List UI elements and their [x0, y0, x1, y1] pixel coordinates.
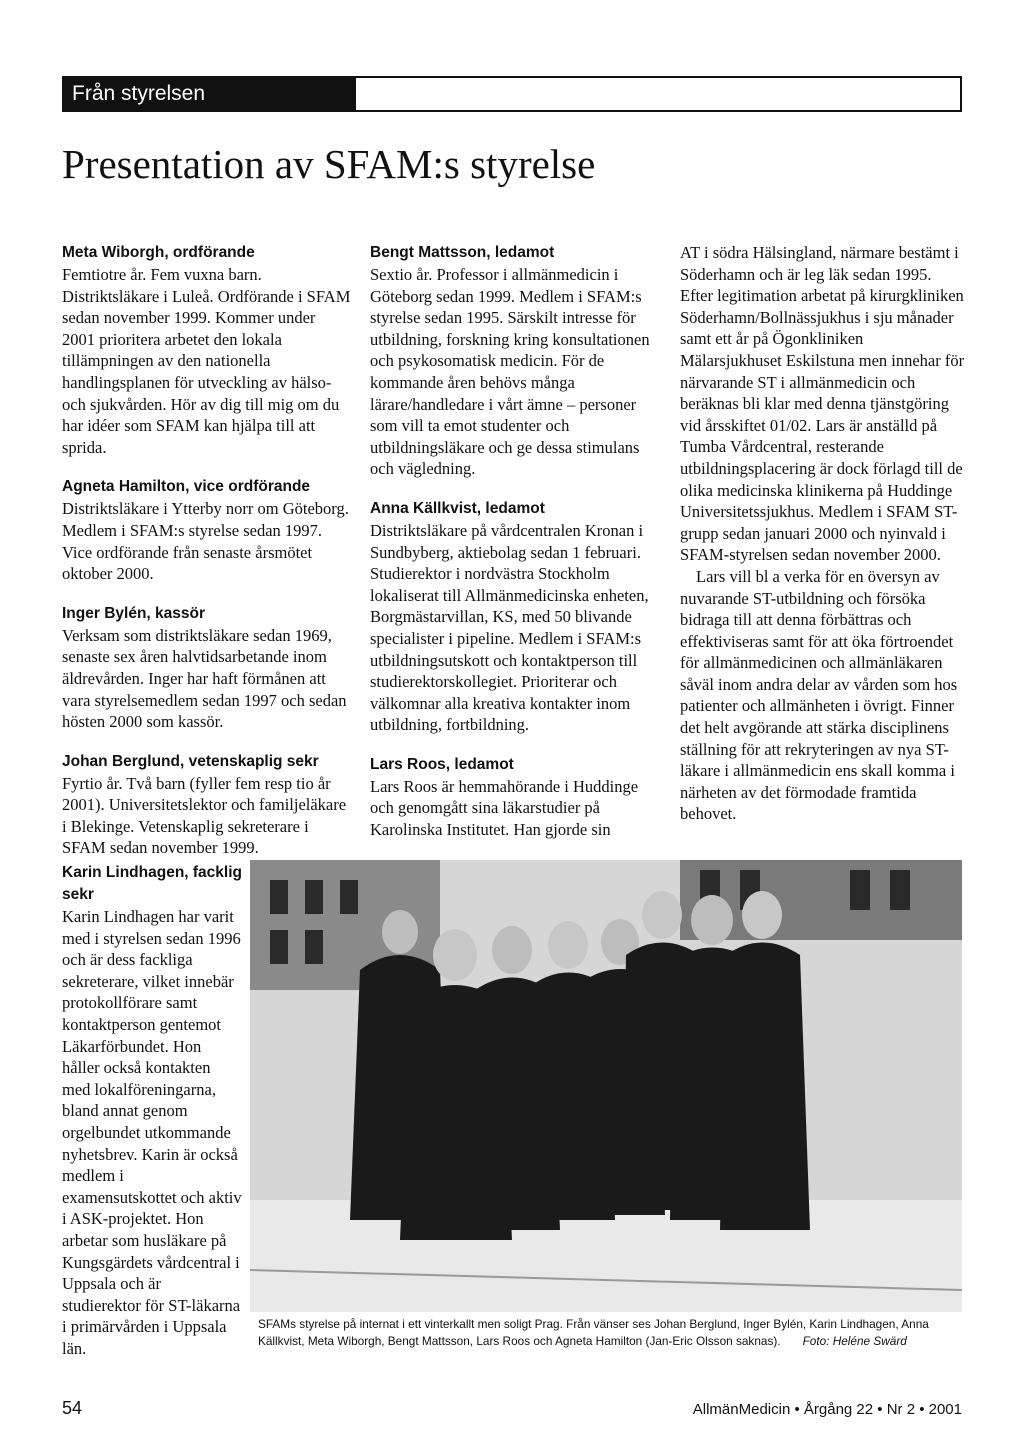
member-lars-roos	[370, 754, 665, 841]
lars-roos-continuation	[680, 242, 965, 825]
member-karin-lindhagen	[62, 862, 242, 1359]
continuation-paragraph: AT i södra Hälsingland, närmare bestämt i Söderhamn och är leg läk sedan 1995. Efter legitimation arbetat på kirurgkliniken Söderhamn/Bollnässjukhus i sju månader samt ett år på Ögonkliniken Mälarsjukhuset Eskilstuna men innehar för närvarande ST i allmänmedicin och beräknas bli klar med denna tjänstgöring vid årsskiftet 01/02. Lars är anställd på Tumba Vårdcentral, resterande utbildningsplacering är dock förlagd till de olika medicinska klinikerna på Huddinge Universitetssjukhus. Medlem i SFAM ST-grupp sedan januari 2000 och nyinvald i SFAM-styrelsen sedan november 2000.	[680, 243, 965, 565]
member-text: Sextio år. Professor i allmänmedicin i Göteborg sedan 1999. Medlem i SFAM:s styrelse sedan 1995. Särskilt intresse för utbildning, forskning kring konsultationen och psykosomatisk medicin. För de kommande åren behövs många lärare/handledare i vårt ämne – personer som vill ta emot studenter och utbildningsläkare och ge dessa stimulans och vägledning.	[370, 265, 650, 479]
member-text: Distriktsläkare i Ytterby norr om Göteborg. Medlem i SFAM:s styrelse sedan 1997. Vice ordförande från senaste årsmötet oktober 2000.	[62, 499, 349, 584]
member-text: Verksam som distriktsläkare sedan 1969, senaste sex åren halvtidsarbetande inom äldrevården. Inger har haft förmånen att vara styrelsemedlem sedan 1997 och sedan hösten 2000 som kassör.	[62, 625, 347, 732]
member-text: Distriktsläkare på vårdcentralen Kronan i Sundbyberg, aktiebolag sedan 1 februari. Studierektor i nordvästra Stockholm lokaliserat till Allmänmedicinska enheten, Borgmästarvillan, KS, med 50 blivande specialister i pipeline. Medlem i SFAM:s utbildningsutskott och kontaktperson till studierektorskollegiet. Prioriterar och välkomnar alla kreativa kontakter inom utbildning, fortbildning.	[370, 520, 649, 735]
member-text: Lars Roos är hemmahörande i Huddinge och genomgått sina läkarstudier på Karolinska Institutet. Han gjorde sin	[370, 776, 639, 840]
column-3	[680, 242, 965, 843]
member-heading: Anna Källkvist, ledamot	[370, 499, 545, 517]
member-agneta-hamilton	[62, 476, 352, 584]
member-text: Femtiotre år. Fem vuxna barn. Distriktsläkare i Luleå. Ordförande i SFAM sedan november 1999. Kommer under 2001 prioritera arbetet den lokala tillämpningen av den nationella handlingsplanen för utveckling av hälso- och sjukvården. Hör av dig till mig om du har idéer som SFAM kan hjälpa till att sprida.	[62, 265, 351, 457]
photo-caption	[258, 1316, 963, 1350]
member-heading: Agneta Hamilton, vice ordförande	[62, 478, 311, 496]
member-heading: Meta Wiborgh, ordförande	[62, 244, 255, 261]
section-label: Från styrelsen	[64, 78, 356, 110]
caption-text: SFAMs styrelse på internat i ett vinterkallt men soligt Prag. Från vänser ses Johan Berglund, Inger Bylén, Karin Lindhagen, Anna Källkvist, Meta Wiborgh, Bengt Mattsson, Lars Roos och Agneta Hamilton (Jan-Eric Olsson saknas).	[258, 1317, 929, 1348]
page-title: Presentation av SFAM:s styrelse	[62, 141, 596, 187]
member-meta-wiborgh	[62, 242, 352, 458]
column-1-bottom	[62, 862, 242, 1377]
group-photo	[250, 860, 962, 1312]
page-number: 54	[62, 1398, 83, 1418]
group-photo-illustration	[250, 860, 962, 1312]
member-heading: Inger Bylén, kassör	[62, 604, 206, 622]
member-heading: Lars Roos, ledamot	[370, 755, 514, 773]
member-heading: Bengt Mattsson, ledamot	[370, 244, 555, 261]
member-heading: Karin Lindhagen, facklig sekr	[62, 864, 242, 903]
member-johan-berglund	[62, 751, 352, 859]
member-bengt-mattsson	[370, 242, 665, 480]
member-text: Fyrtio år. Två barn (fyller fem resp tio år 2001). Universitetslektor och familjeläkare i Blekinge. Vetenskaplig sekreterare i SFAM sedan november 1999.	[62, 773, 347, 858]
column-1	[62, 242, 352, 877]
column-2	[370, 242, 665, 859]
member-heading: Johan Berglund, vetenskaplig sekr	[62, 752, 319, 770]
journal-info: AllmänMedicin • Årgång 22 • Nr 2 • 2001	[692, 1401, 962, 1418]
photo-credit: Foto: Heléne Swärd	[802, 1334, 907, 1348]
continuation-paragraph: Lars vill bl a verka för en översyn av nuvarande ST-utbildning och försöka bidraga till att denna förbättras och effektiviseras samt för att öka förtroendet för allmänmedicinen och allmänläkaren såväl inom andra delar av vården som hos patienter och allmänheten i övrigt. Finner det helt avgörande att stärka disciplinens ställning för att rekryteringen av nya ST-läkare i allmänmedicin ens skall komma i närheten av det förmodade framtida behovet.	[680, 566, 958, 824]
member-anna-kallkvist	[370, 498, 665, 736]
section-header-bar	[62, 76, 962, 112]
member-text: Karin Lindhagen har varit med i styrelsen sedan 1996 och är dess fackliga sekreterare, vilket innebär protokollförare samt kontaktperson gentemot Läkarförbundet. Hon håller också kontakten med lokalföreningarna, bland annat genom orgelbundet utkommande nyhetsbrev. Karin är också medlem i examensutskottet och aktiv i ASK-projektet. Hon arbetar som husläkare på Kungsgärdets vårdcentral i Uppsala och är studierektor för ST-läkarna i primärvården i Uppsala län.	[62, 907, 242, 1358]
member-inger-bylen	[62, 603, 352, 733]
